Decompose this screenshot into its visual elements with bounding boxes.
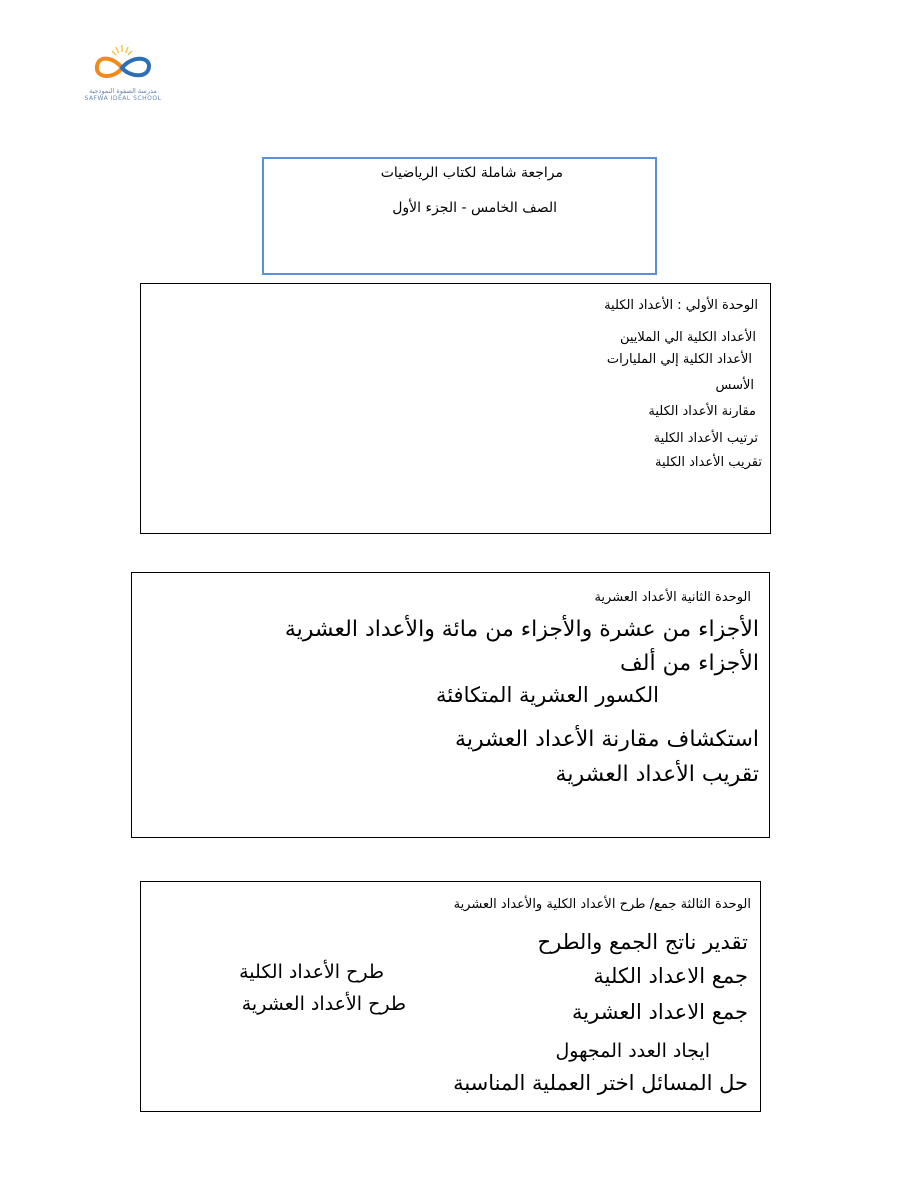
unit2-item: الأجزاء من عشرة والأجزاء من مائة والأعداد العشرية (284, 617, 759, 642)
unit1-box (140, 283, 771, 534)
unit3-side-item: طرح الأعداد العشرية (241, 993, 406, 1015)
title-box (262, 157, 657, 275)
logo-latin-name: SAFWA IDEAL SCHOOL (84, 95, 162, 102)
unit2-item: استكشاف مقارنة الأعداد العشرية (455, 727, 759, 752)
unit1-item: الأعداد الكلية إلي المليارات (606, 352, 752, 367)
unit1-item: الأعداد الكلية الي الملايين (619, 330, 756, 345)
unit1-item: مقارنة الأعداد الكلية (648, 404, 756, 419)
infinity-right-loop (122, 59, 149, 76)
unit1-item: تقريب الأعداد الكلية (655, 455, 762, 470)
unit3-item: جمع الاعداد العشرية (572, 1000, 748, 1024)
sun-rays-icon (112, 45, 132, 55)
unit2-item: الكسور العشرية المتكافئة (435, 683, 659, 707)
unit3-item: ايجاد العدد المجهول (555, 1040, 710, 1062)
infinity-left-loop (97, 59, 122, 76)
unit3-item: جمع الاعداد الكلية (593, 964, 748, 988)
page-title: مراجعة شاملة لكتاب الرياضيات (380, 165, 563, 181)
unit2-heading: الوحدة الثانية الأعداد العشرية (594, 590, 751, 605)
unit3-item: حل المسائل اختر العملية المناسبة (453, 1071, 748, 1095)
unit3-item: تقدير ناتج الجمع والطرح (537, 930, 748, 954)
logo-arabic-name: مدرسة الصفوة النموذجية (89, 87, 157, 95)
unit3-box (140, 881, 761, 1112)
unit2-item: تقريب الأعداد العشرية (555, 762, 759, 787)
unit1-heading: الوحدة الأولي : الأعداد الكلية (604, 298, 758, 313)
unit1-item: الأسس (715, 378, 754, 393)
page-subtitle: الصف الخامس - الجزء الأول (392, 200, 557, 216)
unit1-item: ترتيب الأعداد الكلية (653, 431, 758, 446)
unit2-box (131, 572, 770, 838)
unit3-heading: الوحدة الثالثة جمع/ طرح الأعداد الكلية والأعداد العشرية (453, 897, 751, 912)
unit3-side-item: طرح الأعداد الكلية (239, 961, 384, 983)
unit2-item: الأجزاء من ألف (620, 651, 759, 676)
